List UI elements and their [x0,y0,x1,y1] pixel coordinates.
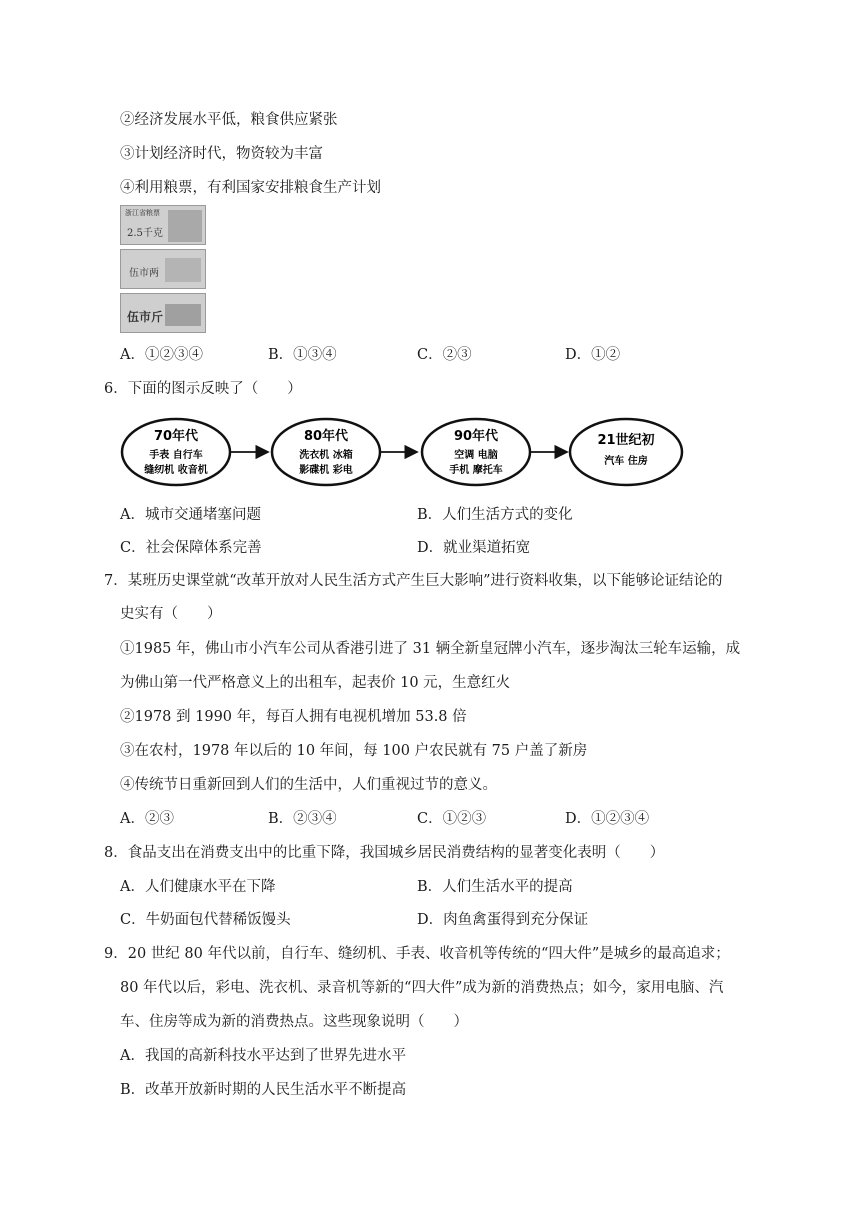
q7-item-2: ②1978 到 1990 年，每百人拥有电视机增加 53.8 倍 [120,709,467,725]
q5-option-a[interactable]: A．①②③④ [120,347,203,363]
diagram-node-90s [422,419,530,485]
q6-option-c[interactable]: C．社会保障体系完善 [120,540,262,556]
q8-option-b[interactable]: B．人们生活水平的提高 [417,879,573,895]
node-80s-line2: 影碟机 彩电 [299,465,353,476]
q6-option-a[interactable]: A．城市交通堵塞问题 [120,507,261,523]
q5-item-3: ③计划经济时代，物资较为丰富 [120,146,323,162]
q8-option-c[interactable]: C．牛奶面包代替稀饭馒头 [120,912,291,928]
grain-ticket-3-value: 伍市斤 [127,310,164,324]
q9-option-b[interactable]: B．改革开放新时期的人民生活水平不断提高 [120,1082,407,1098]
consumption-evolution-diagram [118,412,688,492]
q7-item-1a: ①1985 年，佛山市小汽车公司从香港引进了 31 辆全新皇冠牌小汽车，逐步淘汰三轮车运输，成 [120,641,741,657]
q8-option-a[interactable]: A．人们健康水平在下降 [120,879,276,895]
q8-stem: 8．食品支出在消费支出中的比重下降，我国城乡居民消费结构的显著变化表明（ ） [104,845,665,861]
q5-item-4: ④利用粮票，有利国家安排粮食生产计划 [120,180,381,196]
node-90s-line2: 手机 摩托车 [449,465,503,476]
q9-stem-line3: 车、住房等成为新的消费热点。这些现象说明（ ） [120,1014,468,1030]
grain-ticket-1-value: 2.5千克 [127,228,163,239]
q9-option-a[interactable]: A．我国的高新科技水平达到了世界先进水平 [120,1048,406,1064]
grain-ticket-1 [120,205,206,245]
diagram-node-21c [570,419,682,485]
grain-ticket-1-header: 浙江省粮票 [125,209,160,217]
q7-stem-line2: 史实有（ ） [120,606,222,622]
q7-option-d[interactable]: D．①②③④ [565,811,650,827]
q7-item-1b: 为佛山第一代严格意义上的出租车，起表价 10 元，生意红火 [120,675,511,691]
node-80s-title: 80年代 [303,429,349,444]
diagram-node-80s [272,419,380,485]
q5-option-d[interactable]: D．①② [565,347,621,363]
q5-item-2: ②经济发展水平低，粮食供应紧张 [120,112,338,128]
q8-option-d[interactable]: D．肉鱼禽蛋得到充分保证 [417,912,589,928]
node-90s-line1: 空调 电脑 [454,450,498,461]
q9-stem-line2: 80 年代以后，彩电、洗衣机、录音机等新的“四大件”成为新的消费热点；如今，家用电脑、汽 [120,980,724,996]
node-80s-line1: 洗衣机 冰箱 [299,450,353,461]
node-70s-line1: 手表 自行车 [149,450,203,461]
grain-ticket-images [120,205,206,333]
q7-option-b[interactable]: B．②③④ [268,811,337,827]
grain-ticket-2 [120,249,206,289]
node-21c-title: 21世纪初 [597,433,655,448]
q7-stem-line1: 7．某班历史课堂就“改革开放对人民生活方式产生巨大影响”进行资料收集，以下能够论证结论的 [104,573,723,589]
node-21c-line1: 汽车 住房 [604,456,648,467]
node-70s-line2: 缝纫机 收音机 [144,465,208,476]
q7-option-c[interactable]: C．①②③ [417,811,487,827]
q6-option-d[interactable]: D．就业渠道拓宽 [417,540,531,556]
q6-option-b[interactable]: B．人们生活方式的变化 [417,507,573,523]
q7-item-4: ④传统节日重新回到人们的生活中，人们重视过节的意义。 [120,777,497,793]
q7-item-3: ③在农村，1978 年以后的 10 年间，每 100 户农民就有 75 户盖了新房 [120,743,588,759]
node-90s-title: 90年代 [453,429,499,444]
grain-ticket-3 [120,293,206,333]
diagram-node-70s [122,419,230,485]
grain-ticket-2-value: 伍市两 [129,268,159,279]
q5-option-c[interactable]: C．②③ [417,347,472,363]
node-70s-title: 70年代 [153,429,199,444]
q9-stem-line1: 9．20 世纪 80 年代以前，自行车、缝纫机、手表、收音机等传统的“四大件”是城乡的最高追求； [104,946,730,962]
q6-stem: 6．下面的图示反映了（ ） [104,381,302,397]
q7-option-a[interactable]: A．②③ [120,811,174,827]
q5-option-b[interactable]: B．①③④ [268,347,337,363]
